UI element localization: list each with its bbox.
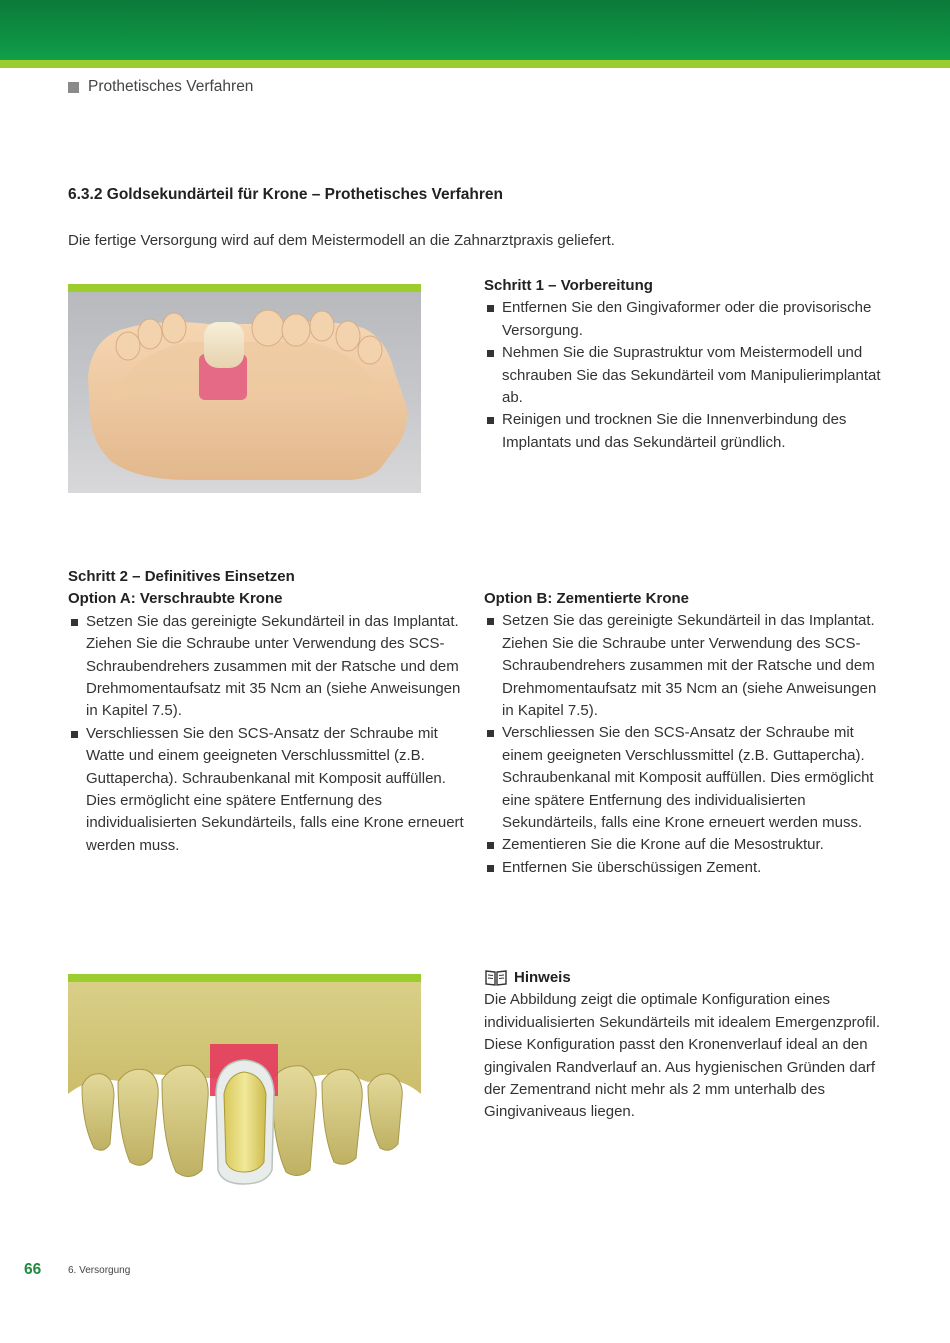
- crown-configuration-illustration: [68, 974, 421, 1200]
- step-1-list: [484, 297, 884, 454]
- square-bullet-icon: [487, 305, 494, 312]
- note-header: [484, 967, 884, 989]
- step-2-heading: Schritt 2 – Definitives Einsetzen: [68, 568, 295, 585]
- step-2-block: [68, 566, 468, 857]
- square-bullet-icon: [487, 842, 494, 849]
- list-item-text: Nehmen Sie die Suprastruktur vom Meistermodell und schrauben Sie das Sekundärteil vom Manipulierimplantat ab.: [502, 344, 881, 407]
- page-title: 6.3.2 Goldsekundärteil für Krone – Prothetisches Verfahren: [68, 186, 503, 203]
- square-bullet-icon: [71, 619, 78, 626]
- list-item: [484, 610, 884, 722]
- list-item-text: Verschliessen Sie den SCS-Ansatz der Schraube mit einem geeigneten Verschlussmittel (z.B. Guttapercha). Schraubenkanal mit Komposit auffüllen. Dies ermöglicht eine spätere Entfernung des individualisierten Sekundärteils, falls eine Krone erneuert werden muss.: [502, 724, 874, 832]
- teeth-render: [68, 974, 421, 1200]
- square-bullet-icon: [487, 618, 494, 625]
- list-item: [484, 722, 884, 834]
- list-item-text: Setzen Sie das gereinigte Sekundärteil in das Implantat. Ziehen Sie die Schraube unter Verwendung des SCS-Schraubendrehers zusammen mit der Ratsche und dem Drehmomentaufsatz mit 35 Ncm an (siehe Anweisungen in Kapitel 7.5).: [86, 612, 461, 720]
- list-item: [484, 409, 884, 454]
- list-item: [484, 297, 884, 342]
- square-bullet-icon: [487, 350, 494, 357]
- note-block: [484, 967, 884, 1124]
- square-bullet-icon: [487, 730, 494, 737]
- list-item: [68, 611, 468, 723]
- book-icon: [484, 969, 508, 987]
- section-label-text: Prothetisches Verfahren: [88, 78, 254, 95]
- list-item-text: Entfernen Sie überschüssigen Zement.: [502, 858, 762, 876]
- square-bullet-icon: [487, 865, 494, 872]
- header-band: [0, 0, 950, 60]
- header-accent-stripe: [0, 60, 950, 68]
- list-item-text: Reinigen und trocknen Sie die Innenverbindung des Implantats und das Sekundärteil gründlich.: [502, 411, 847, 451]
- step-1-block: [484, 275, 884, 454]
- photo-accent-bar: [68, 284, 421, 292]
- square-bullet-icon: [71, 731, 78, 738]
- option-b-heading: Option B: Zementierte Krone: [484, 590, 690, 607]
- option-a-heading: Option A: Verschraubte Krone: [68, 590, 283, 608]
- option-b-list: [484, 610, 884, 879]
- list-item: [484, 342, 884, 409]
- option-a-list: [68, 611, 468, 857]
- list-item: [68, 723, 468, 857]
- intro-text: Die fertige Versorgung wird auf dem Meistermodell an die Zahnarztpraxis geliefert.: [68, 232, 615, 249]
- list-item-text: Entfernen Sie den Gingivaformer oder die provisorische Versorgung.: [502, 299, 872, 339]
- page-number: 66: [24, 1261, 42, 1278]
- illustration-accent-bar: [68, 974, 421, 982]
- step-1-heading: Schritt 1 – Vorbereitung: [484, 277, 653, 294]
- master-model-photo: [68, 284, 421, 493]
- master-model-illustration: [68, 284, 421, 493]
- note-text: Die Abbildung zeigt die optimale Konfiguration eines individualisierten Sekundärteils mit idealem Emergenzprofil. Diese Konfiguration passt den Kronenverlauf ideal an den gingivalen Randverlauf an. Aus hygienischen Gründen darf der Zementrand nicht mehr als 2 mm unterhalb des Gingivaniveaus liegen.: [484, 991, 881, 1121]
- square-bullet-icon: [68, 82, 79, 93]
- square-bullet-icon: [487, 417, 494, 424]
- list-item-text: Verschliessen Sie den SCS-Ansatz der Schraube mit Watte und einem geeigneten Verschlussmittel (z.B. Guttapercha). Schraubenkanal mit Komposit auffüllen. Dies ermöglicht eine spätere Entfernung des individualisierten Sekundärteils, falls eine Krone erneuert werden muss.: [86, 724, 464, 854]
- list-item: [484, 857, 884, 879]
- list-item: [484, 834, 884, 856]
- list-item-text: Setzen Sie das gereinigte Sekundärteil in das Implantat. Ziehen Sie die Schraube unter Verwendung des SCS-Schraubendrehers zusammen mit der Ratsche und dem Drehmomentaufsatz mit 35 Ncm an (siehe Anweisungen in Kapitel 7.5).: [502, 612, 877, 720]
- list-item-text: Zementieren Sie die Krone auf die Mesostruktur.: [502, 836, 824, 854]
- option-b-block: [484, 588, 884, 879]
- chapter-label: 6. Versorgung: [68, 1265, 131, 1276]
- note-heading: Hinweis: [514, 969, 571, 986]
- section-label: [68, 78, 253, 96]
